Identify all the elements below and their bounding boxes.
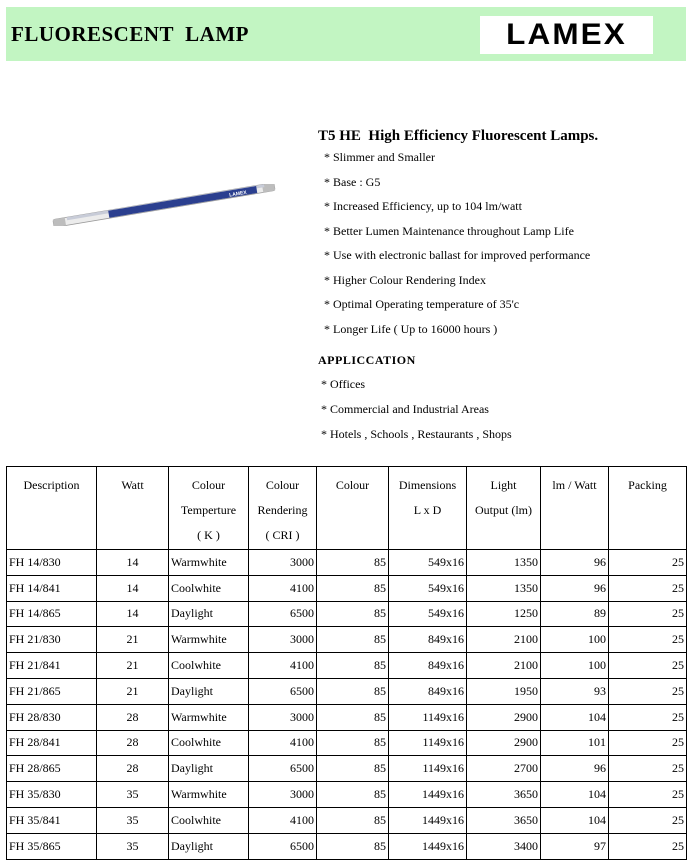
cell-colour-temperature: Coolwhite: [169, 807, 249, 833]
feature-item: * Longer Life ( Up to 16000 hours ): [324, 321, 498, 336]
table-row: [7, 575, 687, 601]
table-row: [7, 601, 687, 627]
table-row: [7, 833, 687, 859]
cell-light-output: 2700: [467, 756, 541, 782]
feature-item: * Higher Colour Rendering Index: [324, 272, 486, 287]
cell-packing: 25: [609, 601, 687, 627]
cell-colour-rendering: 3000: [249, 782, 317, 808]
cell-colour-temperature: Warmwhite: [169, 704, 249, 730]
cell-colour-temperature: Warmwhite: [169, 782, 249, 808]
cell-colour-temperature: Daylight: [169, 678, 249, 704]
cell-lm-per-watt: 104: [541, 807, 609, 833]
header-line: Output (lm): [475, 503, 532, 517]
cell-colour-rendering: 4100: [249, 653, 317, 679]
header-line: Colour: [191, 478, 226, 492]
cell-light-output: 2900: [467, 730, 541, 756]
cell-colour: 85: [317, 653, 389, 679]
cell-watt: 21: [97, 678, 169, 704]
cell-watt: 28: [97, 730, 169, 756]
cell-colour: 85: [317, 575, 389, 601]
cell-dimensions: 1149x16: [389, 704, 467, 730]
cell-watt: 35: [97, 782, 169, 808]
cell-light-output: 3650: [467, 807, 541, 833]
cell-dimensions: 549x16: [389, 550, 467, 576]
cell-packing: 25: [609, 627, 687, 653]
cell-packing: 25: [609, 756, 687, 782]
table-row: [7, 550, 687, 576]
header-line: Light: [490, 478, 517, 492]
header-line: ( K ): [197, 528, 220, 542]
cell-colour-rendering: 6500: [249, 678, 317, 704]
cell-colour: 85: [317, 756, 389, 782]
feature-list: [318, 151, 688, 347]
cell-description: FH 28/830: [7, 704, 97, 730]
header-line: Watt: [121, 478, 144, 492]
cell-watt: 14: [97, 601, 169, 627]
cell-dimensions: 849x16: [389, 627, 467, 653]
cell-light-output: 1250: [467, 601, 541, 627]
cell-dimensions: 1449x16: [389, 807, 467, 833]
cell-dimensions: 1449x16: [389, 782, 467, 808]
table-header-row: [7, 467, 687, 550]
cell-light-output: 2100: [467, 627, 541, 653]
cell-watt: 21: [97, 653, 169, 679]
cell-description: FH 28/865: [7, 756, 97, 782]
cell-lm-per-watt: 100: [541, 627, 609, 653]
header-line: lm / Watt: [552, 478, 597, 492]
cell-colour-rendering: 4100: [249, 807, 317, 833]
cell-colour: 85: [317, 678, 389, 704]
cell-colour: 85: [317, 782, 389, 808]
application-item: * Hotels , Schools , Restaurants , Shops: [321, 427, 512, 441]
spec-table: [6, 466, 687, 860]
cell-lm-per-watt: 96: [541, 575, 609, 601]
cell-colour: 85: [317, 627, 389, 653]
cell-colour: 85: [317, 601, 389, 627]
header-line: ( CRI ): [265, 528, 300, 542]
cell-colour: 85: [317, 833, 389, 859]
feature-item: * Base : G5: [324, 174, 381, 189]
cell-watt: 28: [97, 756, 169, 782]
logo-text: LAMEX: [506, 18, 627, 51]
header-line: L x D: [413, 503, 442, 517]
cell-colour: 85: [317, 704, 389, 730]
header-line: Packing: [628, 478, 667, 492]
cell-colour-rendering: 3000: [249, 550, 317, 576]
cell-lm-per-watt: 104: [541, 782, 609, 808]
cell-description: FH 35/830: [7, 782, 97, 808]
cell-lm-per-watt: 93: [541, 678, 609, 704]
cell-colour-rendering: 6500: [249, 601, 317, 627]
cell-description: FH 35/865: [7, 833, 97, 859]
cell-packing: 25: [609, 704, 687, 730]
feature-item: * Slimmer and Smaller: [324, 150, 435, 164]
cell-colour-rendering: 3000: [249, 704, 317, 730]
cell-colour-rendering: 6500: [249, 756, 317, 782]
cell-colour-rendering: 3000: [249, 627, 317, 653]
cell-light-output: 3650: [467, 782, 541, 808]
product-heading: T5 HE High Efficiency Fluorescent Lamps.: [318, 128, 599, 144]
column-header-packing: [609, 467, 687, 550]
cell-colour: 85: [317, 807, 389, 833]
cell-description: FH 14/830: [7, 550, 97, 576]
cell-packing: 25: [609, 653, 687, 679]
cell-lm-per-watt: 97: [541, 833, 609, 859]
cell-description: FH 14/865: [7, 601, 97, 627]
cell-lm-per-watt: 96: [541, 550, 609, 576]
cell-lm-per-watt: 104: [541, 704, 609, 730]
product-info: [318, 128, 688, 453]
header-line: Description: [23, 478, 80, 492]
cell-description: FH 21/830: [7, 627, 97, 653]
table-row: [7, 807, 687, 833]
cell-watt: 35: [97, 833, 169, 859]
column-header-colour: [317, 467, 389, 550]
cell-colour: 85: [317, 550, 389, 576]
cell-colour-temperature: Coolwhite: [169, 730, 249, 756]
table-row: [7, 730, 687, 756]
feature-item: * Use with electronic ballast for improved performance: [324, 248, 591, 262]
cell-packing: 25: [609, 550, 687, 576]
cell-watt: 14: [97, 575, 169, 601]
table-row: [7, 704, 687, 730]
cell-dimensions: 849x16: [389, 653, 467, 679]
cell-description: FH 14/841: [7, 575, 97, 601]
cell-colour-rendering: 4100: [249, 575, 317, 601]
column-header-description: [7, 467, 97, 550]
cell-colour-rendering: 6500: [249, 833, 317, 859]
column-header-colour-rendering: [249, 467, 317, 550]
table-row: [7, 782, 687, 808]
cell-colour-temperature: Warmwhite: [169, 550, 249, 576]
column-header-colour-temperature: [169, 467, 249, 550]
cell-description: FH 35/841: [7, 807, 97, 833]
cell-dimensions: 549x16: [389, 601, 467, 627]
page-title: FLUORESCENT LAMP: [11, 22, 249, 46]
cell-dimensions: 1149x16: [389, 730, 467, 756]
column-header-dimensions: [389, 467, 467, 550]
application-heading: APPLICCATION: [318, 353, 416, 367]
cell-colour-temperature: Coolwhite: [169, 653, 249, 679]
cell-light-output: 1350: [467, 550, 541, 576]
application-item: * Offices: [321, 377, 366, 391]
cell-light-output: 2100: [467, 653, 541, 679]
cell-colour-rendering: 4100: [249, 730, 317, 756]
column-header-light-output: [467, 467, 541, 550]
application-item: * Commercial and Industrial Areas: [321, 402, 489, 416]
cell-light-output: 3400: [467, 833, 541, 859]
cell-packing: 25: [609, 807, 687, 833]
feature-item: * Optimal Operating temperature of 35'c: [324, 297, 520, 311]
table-row: [7, 678, 687, 704]
cell-colour-temperature: Coolwhite: [169, 575, 249, 601]
cell-packing: 25: [609, 575, 687, 601]
cell-dimensions: 1449x16: [389, 833, 467, 859]
cell-lm-per-watt: 100: [541, 653, 609, 679]
header-line: Rendering: [257, 503, 308, 517]
table-body: [7, 550, 687, 860]
header-line: Dimensions: [398, 478, 457, 492]
application-list: [318, 378, 688, 453]
cell-description: FH 21/841: [7, 653, 97, 679]
lamp-image: [48, 184, 280, 226]
cell-light-output: 2900: [467, 704, 541, 730]
cell-light-output: 1350: [467, 575, 541, 601]
feature-item: * Increased Efficiency, up to 104 lm/watt: [324, 199, 522, 213]
cell-packing: 25: [609, 833, 687, 859]
cell-dimensions: 849x16: [389, 678, 467, 704]
cell-lm-per-watt: 89: [541, 601, 609, 627]
cell-packing: 25: [609, 730, 687, 756]
cell-watt: 21: [97, 627, 169, 653]
header-line: Colour: [335, 478, 370, 492]
cell-dimensions: 1149x16: [389, 756, 467, 782]
cell-colour-temperature: Daylight: [169, 601, 249, 627]
table-row: [7, 756, 687, 782]
cell-lm-per-watt: 101: [541, 730, 609, 756]
cell-packing: 25: [609, 678, 687, 704]
column-header-lm-per-watt: [541, 467, 609, 550]
cell-dimensions: 549x16: [389, 575, 467, 601]
cell-colour-temperature: Daylight: [169, 756, 249, 782]
cell-colour-temperature: Warmwhite: [169, 627, 249, 653]
column-header-watt: [97, 467, 169, 550]
cell-watt: 35: [97, 807, 169, 833]
header-banner: [6, 7, 686, 61]
table-row: [7, 627, 687, 653]
cell-light-output: 1950: [467, 678, 541, 704]
lamex-logo: [480, 16, 653, 54]
cell-lm-per-watt: 96: [541, 756, 609, 782]
lamp-logo-text: LAMEX: [228, 189, 248, 199]
cell-watt: 28: [97, 704, 169, 730]
cell-description: FH 28/841: [7, 730, 97, 756]
header-line: Temperture: [180, 503, 237, 517]
table-row: [7, 653, 687, 679]
header-line: Colour: [265, 478, 300, 492]
cell-colour: 85: [317, 730, 389, 756]
cell-description: FH 21/865: [7, 678, 97, 704]
cell-watt: 14: [97, 550, 169, 576]
cell-packing: 25: [609, 782, 687, 808]
cell-colour-temperature: Daylight: [169, 833, 249, 859]
feature-item: * Better Lumen Maintenance throughout Lamp Life: [324, 223, 574, 238]
